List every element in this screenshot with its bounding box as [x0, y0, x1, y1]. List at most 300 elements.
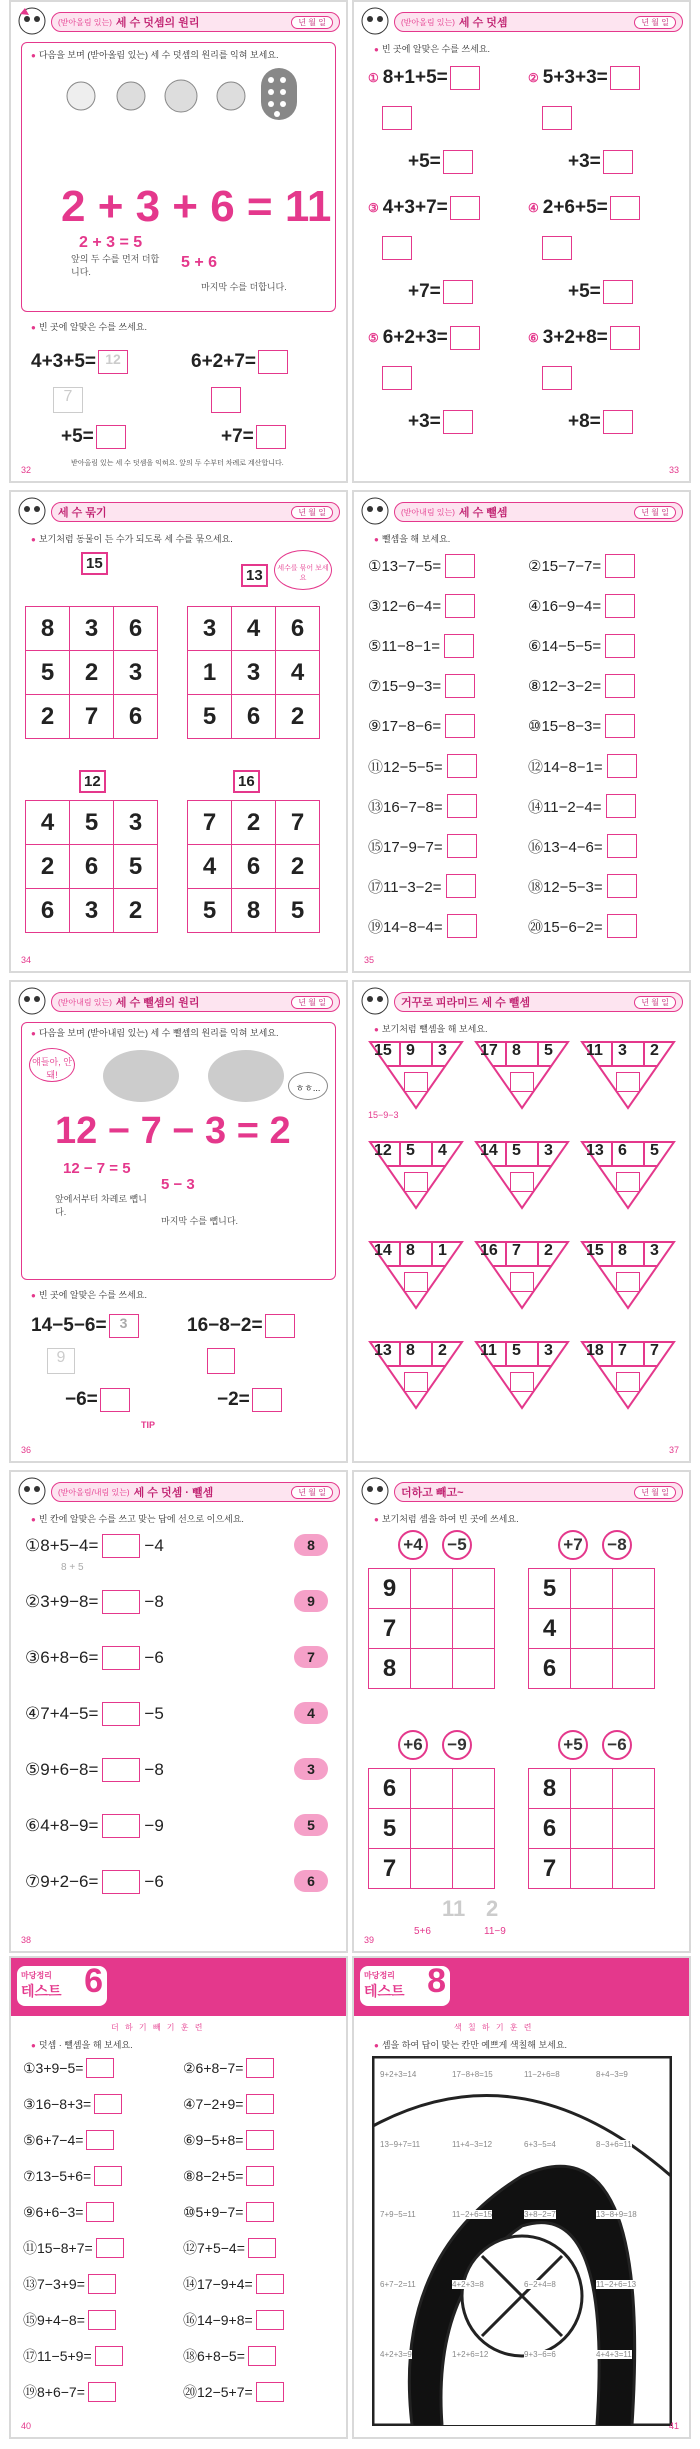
answer-box[interactable] — [246, 2130, 274, 2150]
question — [528, 196, 640, 220]
answer-box[interactable] — [616, 1172, 640, 1192]
answer-cell[interactable] — [571, 1809, 613, 1849]
question-text: ③16−8+3= — [23, 2095, 92, 2112]
answer-box[interactable] — [246, 2058, 274, 2078]
operator-circle: +7 — [558, 1530, 588, 1560]
answer-box[interactable] — [86, 2130, 114, 2150]
question — [183, 2166, 274, 2186]
page-37 — [352, 980, 691, 1463]
grid-cell[interactable]: 5 — [188, 889, 232, 933]
answer-cell[interactable] — [571, 1849, 613, 1889]
answer-box[interactable] — [447, 794, 477, 818]
answer-box[interactable] — [607, 874, 637, 898]
intermediate-box[interactable] — [207, 1348, 235, 1374]
question — [25, 1814, 164, 1838]
question — [183, 2058, 274, 2078]
answer-box[interactable] — [447, 914, 477, 938]
region-label: 1+2+6=12 — [452, 2350, 489, 2359]
answer-box[interactable] — [102, 1646, 140, 1670]
page-title: 거꾸로 피라미드 세 수 뺄셈 — [401, 997, 531, 1009]
grid-cell[interactable]: 7 — [276, 801, 320, 845]
answer-box[interactable] — [100, 1388, 130, 1412]
animal-illustration — [91, 1046, 291, 1106]
date-field[interactable]: 년 월 일 — [634, 506, 676, 519]
answer-box[interactable] — [256, 2274, 284, 2294]
pyramid-number: 15 — [586, 1242, 604, 1259]
question-2-step — [217, 1388, 282, 1412]
intermediate-box[interactable] — [542, 236, 572, 260]
pyramid-number: 14 — [480, 1142, 498, 1159]
section-label: 마당정리 — [364, 1971, 395, 1980]
question-text: ⑭11−2−4= — [528, 798, 602, 816]
pyramid-number: 3 — [544, 1342, 553, 1359]
answer-box[interactable] — [450, 196, 480, 220]
answer-box[interactable] — [607, 914, 637, 938]
question-text: ⑬16−7−8= — [368, 798, 443, 816]
answer-box[interactable] — [86, 2058, 114, 2078]
test-title: 테스트 — [364, 1983, 405, 1999]
intermediate-box[interactable]: 7 — [53, 387, 83, 413]
pyramid-number: 3 — [618, 1042, 627, 1059]
answer-cell[interactable] — [453, 1769, 495, 1809]
grid-cell[interactable]: 7 — [188, 801, 232, 845]
grid-row — [188, 845, 320, 889]
answer-box[interactable] — [444, 634, 474, 658]
pyramid-number: 2 — [650, 1042, 659, 1059]
question-text: ⑤9+6−8= — [25, 1760, 99, 1779]
grid-cell[interactable]: 8 — [26, 607, 70, 651]
grid-row — [26, 889, 158, 933]
grid-cell[interactable]: 2 — [114, 889, 158, 933]
instruction: ● 보기처럼 뺄셈을 해 보세요. — [374, 1022, 487, 1035]
answer-cell[interactable] — [571, 1649, 613, 1689]
answer-box[interactable] — [605, 714, 635, 738]
grid-cell[interactable]: 3 — [70, 889, 114, 933]
question-text: 3+2+8= — [542, 327, 608, 348]
grid-cell[interactable]: 3 — [232, 651, 276, 695]
grid-cell: 6 — [529, 1649, 571, 1689]
page-title: 세 수 뺄셈의 원리 — [115, 997, 200, 1009]
instruction: ● 셈을 하여 답이 맞는 칸만 예쁘게 색칠해 보세요. — [374, 2038, 567, 2051]
answer-cell[interactable] — [411, 1849, 453, 1889]
grid-cell[interactable]: 2 — [276, 845, 320, 889]
pyramid-number: 14 — [374, 1242, 392, 1259]
answer-box[interactable] — [102, 1534, 140, 1558]
grid-cell[interactable]: 3 — [188, 607, 232, 651]
page-number: 40 — [21, 2421, 32, 2431]
answer-box[interactable] — [605, 674, 635, 698]
grid-cell[interactable]: 4 — [232, 607, 276, 651]
answer-box[interactable] — [610, 326, 640, 350]
answer-box[interactable] — [445, 674, 475, 698]
answer-box[interactable] — [447, 754, 477, 778]
answer-box[interactable] — [607, 754, 637, 778]
grid-cell[interactable]: 1 — [188, 651, 232, 695]
page-title: 세 수 덧셈의 원리 — [115, 17, 200, 29]
answer-box[interactable] — [88, 2382, 116, 2402]
grid-cell[interactable]: 8 — [232, 889, 276, 933]
grid-row — [529, 1809, 655, 1849]
grid-row — [26, 801, 158, 845]
page-header — [51, 502, 340, 522]
test-title: 테스트 — [21, 1983, 62, 1999]
answer-box[interactable] — [616, 1372, 640, 1392]
answer-badge[interactable]: 6 — [294, 1870, 328, 1892]
answer-box[interactable] — [94, 2094, 122, 2114]
answer-badge[interactable]: 5 — [294, 1814, 328, 1836]
answer-box[interactable] — [445, 594, 475, 618]
grid-cell: 6 — [369, 1769, 411, 1809]
grid-cell[interactable]: 2 — [70, 651, 114, 695]
test-badge — [17, 1962, 107, 2006]
answer-box[interactable] — [246, 2166, 274, 2186]
example-label: 15−9−3 — [368, 1110, 399, 1120]
question — [25, 1646, 164, 1670]
question-text: ④7+4−5= — [25, 1704, 99, 1723]
grid-cell[interactable]: 6 — [232, 695, 276, 739]
grid-cell[interactable]: 3 — [114, 651, 158, 695]
region-label: 9+2+3=14 — [380, 2070, 417, 2079]
page-35 — [352, 490, 691, 973]
example-value: 11 — [442, 1896, 466, 1921]
question-step — [568, 410, 633, 434]
ops-grid — [528, 1768, 655, 1889]
question — [368, 196, 480, 220]
region-label: 6+3−5=4 — [524, 2140, 556, 2149]
answer-cell[interactable] — [411, 1809, 453, 1849]
question-2 — [191, 350, 288, 374]
answer-box[interactable] — [94, 2166, 122, 2186]
answer-box[interactable] — [610, 66, 640, 90]
answer-box[interactable] — [95, 2346, 123, 2366]
question — [183, 2202, 274, 2222]
answer-box[interactable] — [96, 2238, 124, 2258]
grid-cell[interactable]: 2 — [26, 695, 70, 739]
grid-cell: 7 — [529, 1849, 571, 1889]
step-text: +8= — [568, 411, 601, 432]
target-number: 12 — [79, 770, 106, 793]
answer-cell[interactable] — [453, 1809, 495, 1849]
row-1 — [9, 0, 691, 483]
answer-badge[interactable]: 4 — [294, 1702, 328, 1724]
question — [528, 794, 636, 818]
grid-row — [26, 651, 158, 695]
answer-box[interactable] — [246, 2202, 274, 2222]
answer-box[interactable] — [510, 1372, 534, 1392]
grid-cell[interactable]: 4 — [26, 801, 70, 845]
coloring-picture[interactable] — [372, 2056, 672, 2426]
answer-box[interactable] — [445, 554, 475, 578]
pyramid-number: 9 — [406, 1042, 415, 1059]
grid-row — [188, 695, 320, 739]
test-number: 8 — [427, 1962, 446, 2000]
answer-box[interactable] — [510, 1072, 534, 1092]
speech-bubble: 세수를 묶어 보세요 — [274, 550, 332, 590]
question — [23, 2274, 116, 2294]
grid-cell[interactable]: 6 — [26, 889, 70, 933]
page-number: 38 — [21, 1935, 32, 1945]
pyramid-number: 5 — [512, 1142, 521, 1159]
grid-cell[interactable]: 7 — [70, 695, 114, 739]
answer-box[interactable] — [616, 1272, 640, 1292]
answer-box[interactable] — [510, 1172, 534, 1192]
grid-row — [188, 651, 320, 695]
region-label: 7+9−5=11 — [380, 2210, 416, 2219]
hint-text: 8 + 5 — [61, 1562, 84, 1573]
answer-cell[interactable] — [571, 1609, 613, 1649]
answer-cell[interactable] — [453, 1609, 495, 1649]
page-38 — [9, 1470, 348, 1953]
item-number: ⑤ — [368, 331, 379, 345]
answer-box[interactable] — [404, 1272, 428, 1292]
answer-badge[interactable]: 9 — [294, 1590, 328, 1612]
grid-cell[interactable]: 5 — [276, 889, 320, 933]
page-header — [51, 1482, 340, 1502]
question — [25, 1702, 164, 1726]
answer-badge[interactable]: 7 — [294, 1646, 328, 1668]
answer-cell[interactable] — [411, 1649, 453, 1689]
answer-box[interactable] — [443, 280, 473, 304]
answer-box[interactable] — [446, 874, 476, 898]
date-field[interactable]: 년 월 일 — [634, 996, 676, 1009]
answer-box[interactable] — [605, 594, 635, 618]
answer-box[interactable] — [96, 425, 126, 449]
grid-cell[interactable]: 2 — [276, 695, 320, 739]
grid-row — [369, 1809, 495, 1849]
intermediate-box[interactable] — [542, 366, 572, 390]
question-text: ⑪12−5−5= — [368, 758, 443, 776]
answer-box[interactable] — [102, 1590, 140, 1614]
question-text: ⑦9+2−6= — [25, 1872, 99, 1891]
answer-box[interactable] — [404, 1072, 428, 1092]
answer-box[interactable] — [102, 1758, 140, 1782]
step-text: +3= — [568, 151, 601, 172]
question — [23, 2202, 114, 2222]
grid-row — [26, 695, 158, 739]
step-text: +3= — [408, 411, 441, 432]
answer-box[interactable] — [510, 1272, 534, 1292]
answer-box[interactable] — [102, 1702, 140, 1726]
answer-box[interactable] — [88, 2310, 116, 2330]
pyramid-number: 16 — [480, 1242, 498, 1259]
intermediate-box[interactable]: 9 — [47, 1348, 75, 1374]
intermediate-box[interactable] — [382, 366, 412, 390]
answer-box[interactable] — [258, 350, 288, 374]
grid-cell[interactable]: 5 — [114, 845, 158, 889]
answer-box[interactable] — [256, 2310, 284, 2330]
grid-cell[interactable]: 5 — [26, 651, 70, 695]
mascot-icon — [15, 6, 49, 36]
answer-cell[interactable] — [411, 1569, 453, 1609]
instruction: ● 빈 곳에 알맞은 수를 쓰세요. — [31, 320, 147, 333]
instruction: ● 빈 칸에 알맞은 수를 쓰고 맞는 답에 선으로 이으세요. — [31, 1512, 244, 1525]
grid-cell[interactable]: 5 — [188, 695, 232, 739]
answer-box[interactable] — [256, 2382, 284, 2402]
intermediate-box[interactable] — [211, 387, 241, 413]
answer-cell[interactable] — [411, 1609, 453, 1649]
grid-cell: 5 — [529, 1569, 571, 1609]
answer-box[interactable] — [606, 794, 636, 818]
answer-box[interactable] — [450, 66, 480, 90]
date-field[interactable]: 년 월 일 — [291, 996, 333, 1009]
grid-cell[interactable]: 6 — [276, 607, 320, 651]
answer-box[interactable] — [603, 410, 633, 434]
answer-box[interactable] — [605, 634, 635, 658]
pyramid-number: 11 — [480, 1342, 497, 1359]
grid-cell[interactable]: 6 — [114, 607, 158, 651]
answer-box[interactable] — [265, 1314, 295, 1338]
grid-cell[interactable]: 4 — [188, 845, 232, 889]
grid-cell[interactable]: 6 — [232, 845, 276, 889]
answer-cell[interactable] — [453, 1649, 495, 1689]
region-label: 8−3+6=11 — [596, 2140, 632, 2149]
answer-box[interactable] — [610, 196, 640, 220]
page-header — [394, 992, 683, 1012]
question-text: ③12−6−4= — [368, 598, 442, 615]
answer-box[interactable] — [102, 1814, 140, 1838]
test-number: 6 — [84, 1962, 103, 2000]
date-field[interactable]: 년 월 일 — [634, 1486, 676, 1499]
question-text: 8+1+5= — [382, 67, 448, 88]
grid-cell[interactable]: 2 — [232, 801, 276, 845]
answer-box[interactable] — [443, 410, 473, 434]
question-text: ⑤6+7−4= — [23, 2131, 84, 2148]
main-equation: 12 − 7 − 3 = 2 — [55, 1110, 291, 1152]
step-note-2: 마지막 수를 더합니다. — [201, 282, 287, 292]
answer-cell[interactable] — [571, 1569, 613, 1609]
intermediate-box[interactable] — [382, 106, 412, 130]
question-2-step — [221, 425, 286, 449]
sub-step-2: 5 + 6 — [181, 254, 218, 271]
pyramid-number: 8 — [618, 1242, 627, 1259]
item-number: ③ — [368, 201, 379, 215]
question — [368, 714, 475, 738]
answer-box[interactable] — [450, 326, 480, 350]
answer-box[interactable] — [404, 1372, 428, 1392]
page-number: 41 — [668, 2421, 679, 2431]
answer-box[interactable] — [443, 150, 473, 174]
grid-cell[interactable]: 3 — [70, 607, 114, 651]
pyramid-number: 8 — [512, 1042, 521, 1059]
answer-badge[interactable]: 3 — [294, 1758, 328, 1780]
question — [368, 326, 480, 350]
page-number: 36 — [21, 1445, 32, 1455]
pyramid-number: 1 — [438, 1242, 447, 1259]
question-text: ⑲8+6−7= — [23, 2384, 85, 2400]
ops-grid — [368, 1768, 495, 1889]
answer-box[interactable] — [256, 425, 286, 449]
answer-box[interactable] — [248, 2238, 276, 2258]
grid-cell[interactable]: 5 — [70, 801, 114, 845]
answer-box[interactable]: 12 — [98, 350, 128, 374]
intermediate-box[interactable] — [382, 236, 412, 260]
grid-row — [369, 1569, 495, 1609]
grid-cell[interactable]: 2 — [26, 845, 70, 889]
answer-cell[interactable] — [613, 1769, 655, 1809]
answer-cell[interactable] — [613, 1569, 655, 1609]
intermediate-box[interactable] — [542, 106, 572, 130]
answer-box[interactable]: 3 — [109, 1314, 139, 1338]
question-text: ⑲14−8−4= — [368, 918, 443, 936]
pyramid-number: 7 — [650, 1342, 659, 1359]
answer-box[interactable] — [86, 2202, 114, 2222]
answer-cell[interactable] — [411, 1769, 453, 1809]
page-header — [51, 12, 340, 32]
date-field[interactable]: 년 월 일 — [634, 16, 676, 29]
question-text: 4+3+5= — [31, 351, 96, 372]
target-number: 15 — [81, 552, 108, 575]
question — [528, 874, 637, 898]
step-text: +5= — [61, 426, 94, 447]
question-text: ④7−2+9= — [183, 2095, 244, 2112]
operator-text: −8 — [144, 1760, 164, 1779]
grid-cell: 5 — [369, 1809, 411, 1849]
answer-box[interactable] — [607, 834, 637, 858]
test-badge — [360, 1962, 450, 2006]
question-text: ⑭17−9+4= — [183, 2276, 253, 2292]
page-title: 세 수 뺄셈 — [458, 507, 508, 519]
target-number: 16 — [233, 770, 260, 793]
question — [23, 2094, 122, 2114]
answer-box[interactable] — [248, 2346, 276, 2366]
region-label: 3+8−2=7 — [524, 2210, 556, 2219]
answer-cell[interactable] — [453, 1569, 495, 1609]
question — [368, 634, 474, 658]
region-label: 11−2+6=8 — [524, 2070, 560, 2079]
pyramid-number: 2 — [438, 1342, 447, 1359]
answer-cell[interactable] — [613, 1849, 655, 1889]
grid-cell: 7 — [369, 1609, 411, 1649]
answer-cell[interactable] — [613, 1609, 655, 1649]
header-prefix: (받아올림 있는) — [401, 17, 455, 27]
grid-cell[interactable]: 4 — [276, 651, 320, 695]
date-field[interactable]: 년 월 일 — [291, 1486, 333, 1499]
question — [23, 2238, 124, 2258]
answer-box[interactable] — [603, 280, 633, 304]
date-field[interactable]: 년 월 일 — [291, 506, 333, 519]
answer-box[interactable] — [252, 1388, 282, 1412]
answer-cell[interactable] — [453, 1849, 495, 1889]
answer-cell[interactable] — [571, 1769, 613, 1809]
answer-cell[interactable] — [613, 1809, 655, 1849]
answer-box[interactable] — [404, 1172, 428, 1192]
grid-cell[interactable]: 6 — [114, 695, 158, 739]
grid-cell[interactable]: 3 — [114, 801, 158, 845]
question — [25, 1534, 164, 1558]
item-number: ② — [528, 71, 539, 85]
question-text: ①3+9−5= — [23, 2059, 84, 2076]
answer-badge[interactable]: 8 — [294, 1534, 328, 1556]
answer-box[interactable] — [616, 1072, 640, 1092]
answer-box[interactable] — [603, 150, 633, 174]
page-title: 세 수 묶기 — [58, 507, 107, 519]
question — [183, 2310, 284, 2330]
page-header — [394, 1482, 683, 1502]
answer-box[interactable] — [605, 554, 635, 578]
pyramid-number: 8 — [406, 1342, 415, 1359]
answer-box[interactable] — [246, 2094, 274, 2114]
grid-cell[interactable]: 6 — [70, 845, 114, 889]
answer-box[interactable] — [88, 2274, 116, 2294]
question — [183, 2346, 276, 2366]
date-field[interactable]: 년 월 일 — [291, 16, 333, 29]
answer-box[interactable] — [102, 1870, 140, 1894]
answer-box[interactable] — [445, 714, 475, 738]
region-label: 13−9+7=11 — [380, 2140, 421, 2149]
answer-cell[interactable] — [613, 1649, 655, 1689]
answer-box[interactable] — [447, 834, 477, 858]
test-subtitle: 더 하 기 빼 기 훈 련 — [111, 2023, 205, 2032]
